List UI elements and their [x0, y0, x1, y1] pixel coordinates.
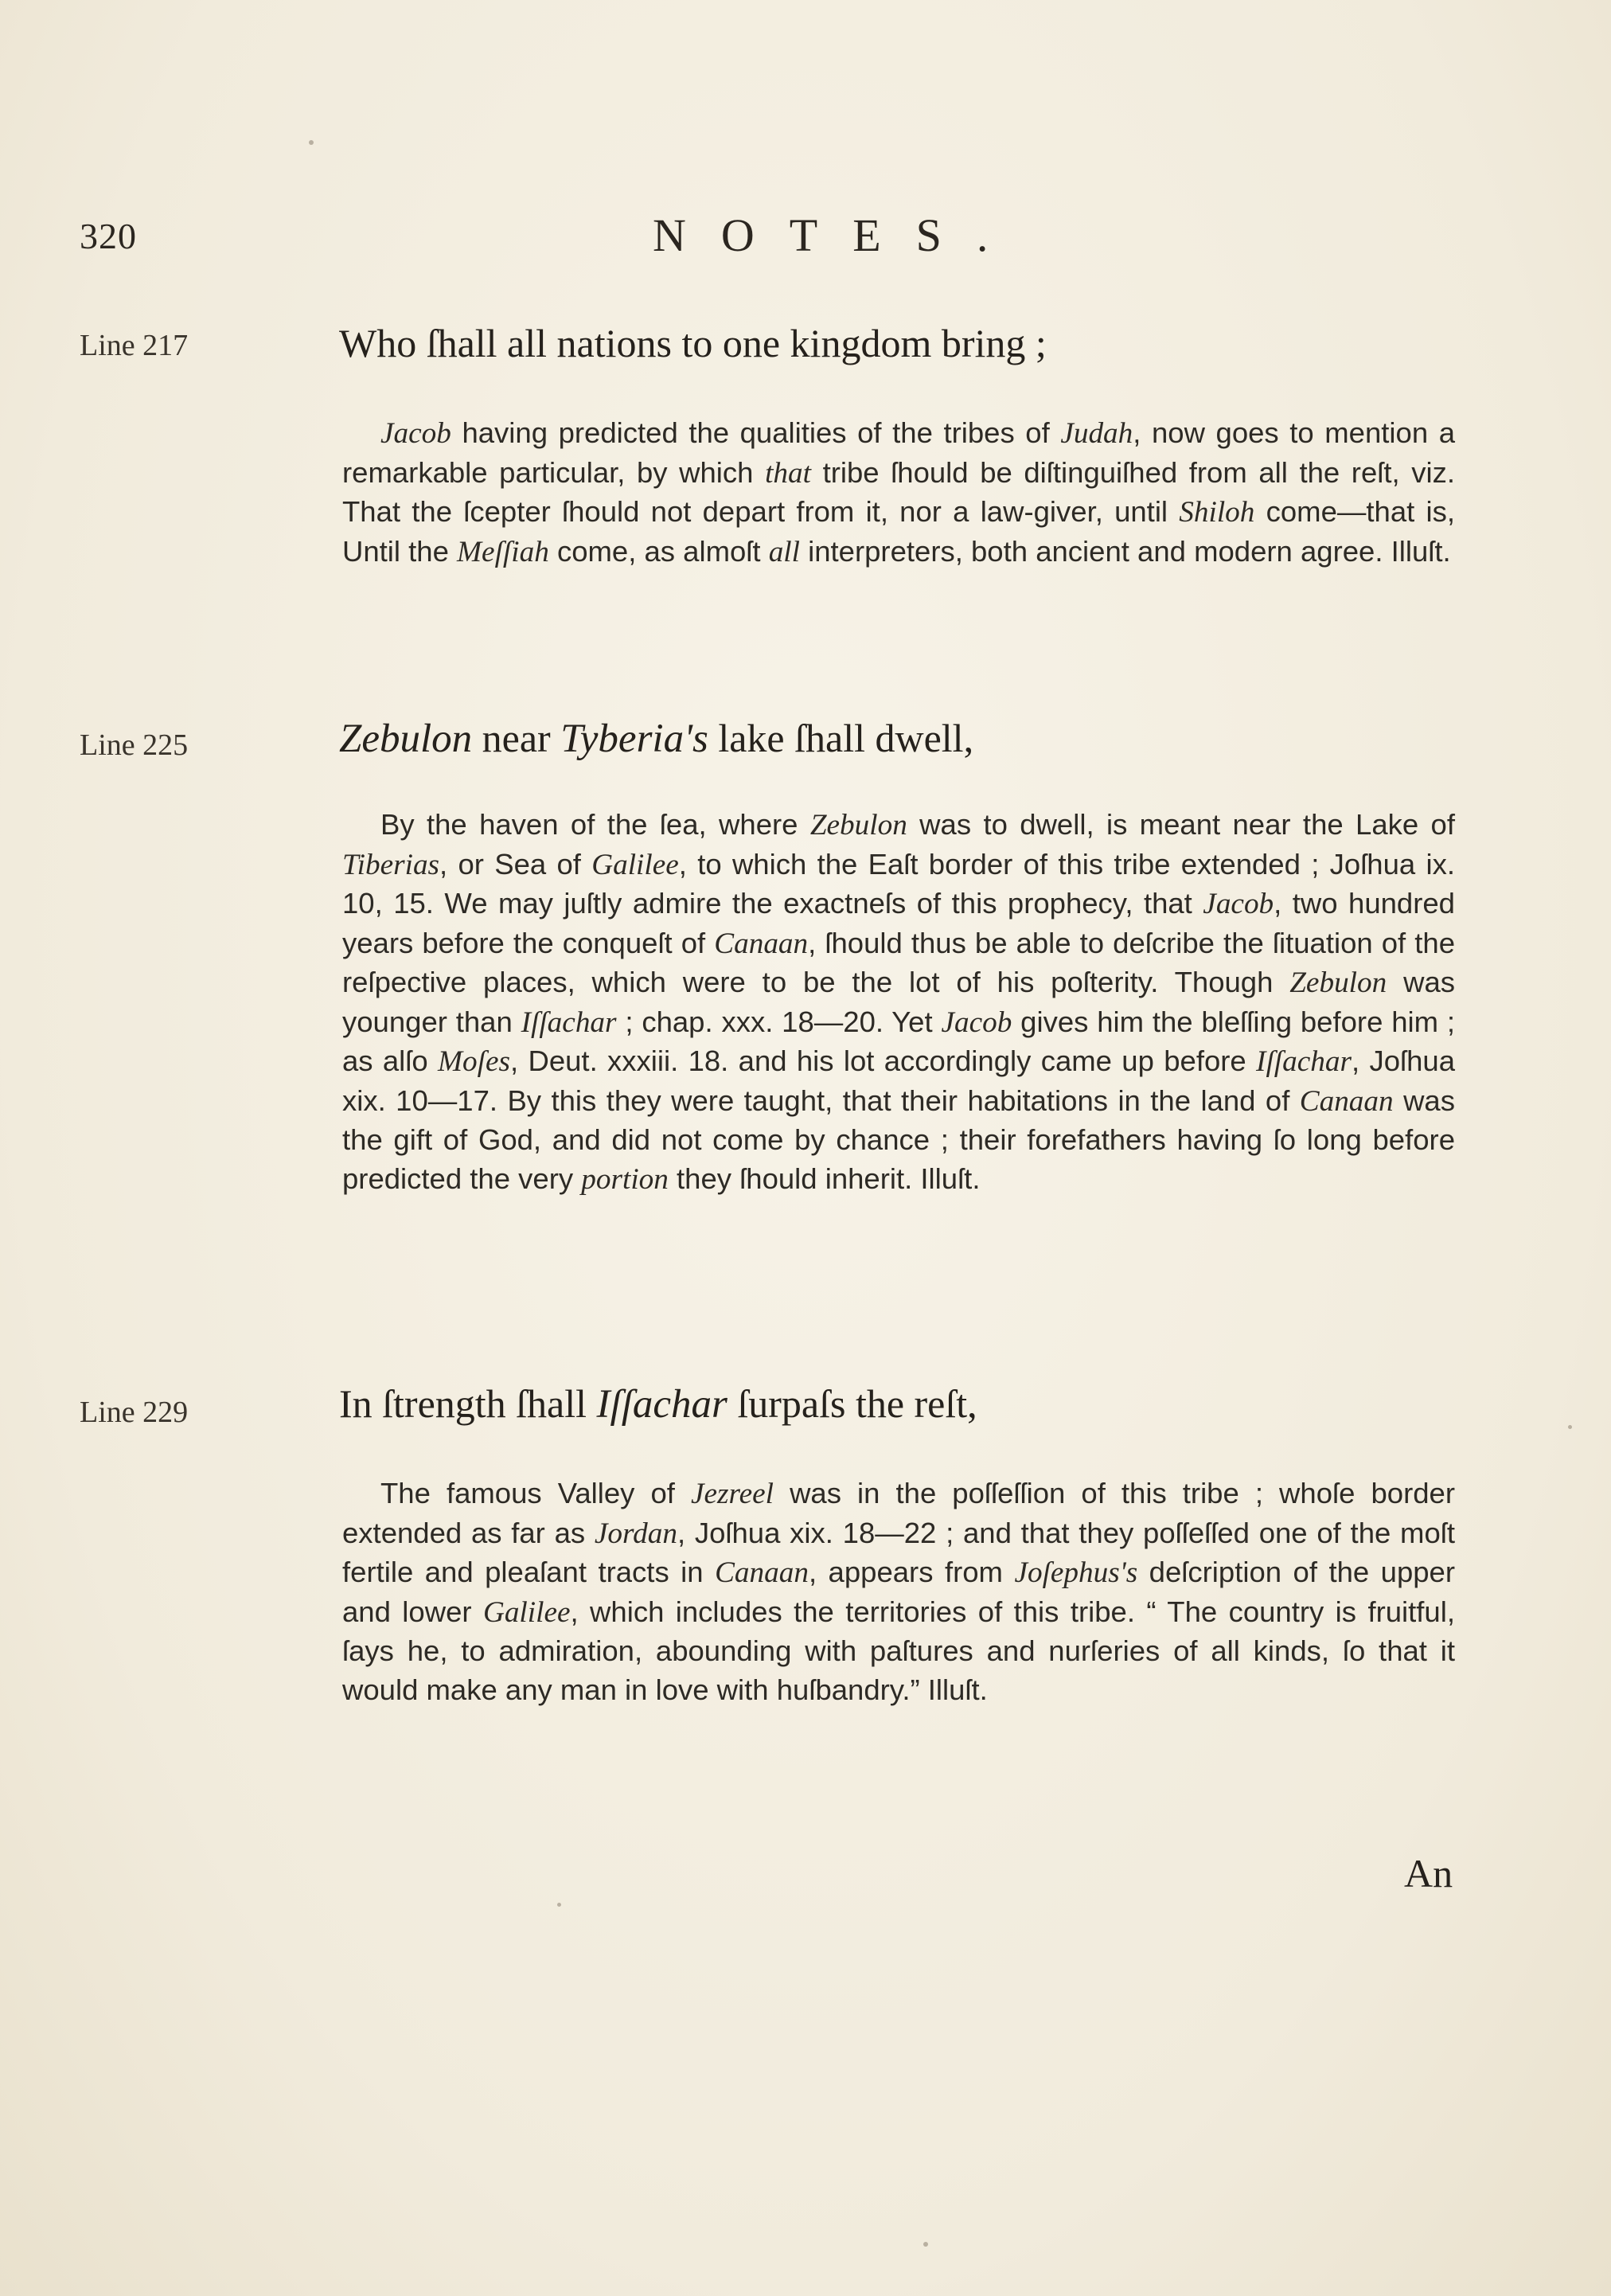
verse-line	[339, 1380, 1517, 1427]
text-run: , now goes to mention a remarkable particular, by which	[342, 416, 1456, 489]
text-run: , or Sea of	[439, 847, 592, 881]
italic-term: Jordan	[594, 1517, 677, 1550]
text-run: was in the poſſeſſion of this tribe ; whoſe border extended as far as	[342, 1477, 1455, 1549]
running-title: NOTES.	[653, 209, 1024, 261]
text-run: interpreters, both ancient and modern agree. Illuſt.	[799, 534, 1451, 568]
text-run: they ſhould inherit. Illuſt.	[668, 1162, 981, 1195]
text-run: By the haven of the ſea, where	[380, 808, 810, 841]
text-run: lake ſhall dwell,	[708, 716, 974, 760]
italic-term: Shiloh	[1179, 496, 1255, 529]
italic-term: Galilee	[482, 1595, 571, 1629]
text-run: , to which the Eaſt border of this tribe extended ; Joſhua ix. 10, 15. We may juſtly admire the exactneſs of this prophecy, that	[342, 847, 1455, 920]
text-run: having predicted the qualities of the tribes of	[451, 416, 1061, 449]
commentary-note	[342, 806, 1455, 1199]
italic-term: Jacob	[1203, 888, 1274, 920]
italic-term: Canaan	[715, 1556, 809, 1589]
italic-term: Zebulon	[339, 717, 473, 761]
text-run: , appears from	[808, 1556, 1015, 1588]
text-run: In ſtrength ſhall	[339, 1381, 597, 1426]
italic-term: portion	[581, 1162, 669, 1196]
text-run: , which includes the territories of this tribe. “ The country is fruitful, ſays he, to admiration, abounding with paſtures and nurſeries of all kinds, ſo that it would make any man in love with huſbandry.” Illuſt.	[342, 1595, 1455, 1706]
text-run: , Deut. xxxiii. 18. and his lot accordingly came up before	[510, 1045, 1257, 1077]
italic-term: Galilee	[591, 848, 679, 881]
text-run: , two hundred years before the conqueſt of	[342, 887, 1455, 959]
italic-term: Meſſiah	[457, 535, 549, 568]
text-run: was the gift of God, and did not come by chance ; their forefathers having ſo long before predicted the very	[342, 1084, 1455, 1195]
text-run: gives him the bleſſing before him ; as alſo	[342, 1005, 1455, 1077]
text-run: ſurpaſs the reſt,	[727, 1381, 977, 1426]
text-run: was younger than	[342, 966, 1455, 1038]
paper-speck	[309, 140, 314, 145]
italic-term: Canaan	[1299, 1084, 1394, 1118]
text-run: , Joſhua xix. 18—22 ; and that they poſſeſſed one of the moſt fertile and pleaſant tracts in	[342, 1516, 1455, 1588]
text-run: was to dwell, is meant near the Lake of	[907, 808, 1455, 841]
text-run: tribe ſhould be diſtinguiſhed from all the reſt, viz. That the ſcepter ſhould not depart from it, nor a law-giver, until	[342, 455, 1455, 528]
italic-term: Jacob	[941, 1005, 1012, 1039]
text-run: , Joſhua xix. 10—17. By this they were taught, that their habitations in the land of	[342, 1045, 1455, 1117]
page-header	[0, 209, 1611, 264]
catchword: An	[1404, 1851, 1453, 1896]
italic-term: Moſes	[438, 1045, 510, 1078]
italic-term: Tyberia's	[560, 717, 708, 761]
text-run: come, as almoſt	[548, 534, 769, 568]
text-run: The famous Valley of	[380, 1477, 691, 1509]
text-run: ; chap. xxx. 18—20. Yet	[616, 1005, 942, 1038]
line-reference: Line 217	[80, 329, 189, 362]
italic-term: Jezreel	[690, 1478, 774, 1510]
italic-term: Joſephus's	[1014, 1556, 1138, 1589]
text-run: deſcription of the upper and lower	[342, 1556, 1456, 1628]
italic-term: Zebulon	[809, 809, 907, 841]
line-reference: Line 229	[80, 1396, 189, 1429]
italic-term: Iſſachar	[1256, 1045, 1352, 1078]
verse-line: Who ſhall all nations to one kingdom bring ;	[339, 321, 1047, 365]
italic-term: that	[765, 456, 811, 490]
italic-term: Zebulon	[1289, 966, 1387, 999]
text-run: , ſhould thus be able to deſcribe the ſituation of the reſpective places, which were to be the lot of his poſterity. Though	[342, 926, 1455, 998]
paper-speck	[1568, 1425, 1572, 1429]
italic-term: Judah	[1060, 417, 1133, 450]
line-reference: Line 225	[80, 728, 189, 762]
italic-term: Canaan	[714, 927, 809, 960]
italic-term: Iſſachar	[596, 1382, 727, 1427]
page-number: 320	[80, 216, 137, 256]
text-run: near	[472, 716, 561, 760]
paper-speck	[923, 2242, 928, 2247]
text-run: come—that is, Until the	[342, 495, 1455, 568]
paper-speck	[557, 1903, 561, 1907]
commentary-note	[342, 414, 1455, 572]
italic-term: Iſſachar	[521, 1005, 617, 1039]
verse-line	[339, 715, 1517, 762]
commentary-note	[342, 1474, 1455, 1709]
italic-term: Tiberias	[342, 848, 440, 881]
italic-term: all	[768, 535, 800, 568]
italic-term: Jacob	[380, 417, 451, 450]
